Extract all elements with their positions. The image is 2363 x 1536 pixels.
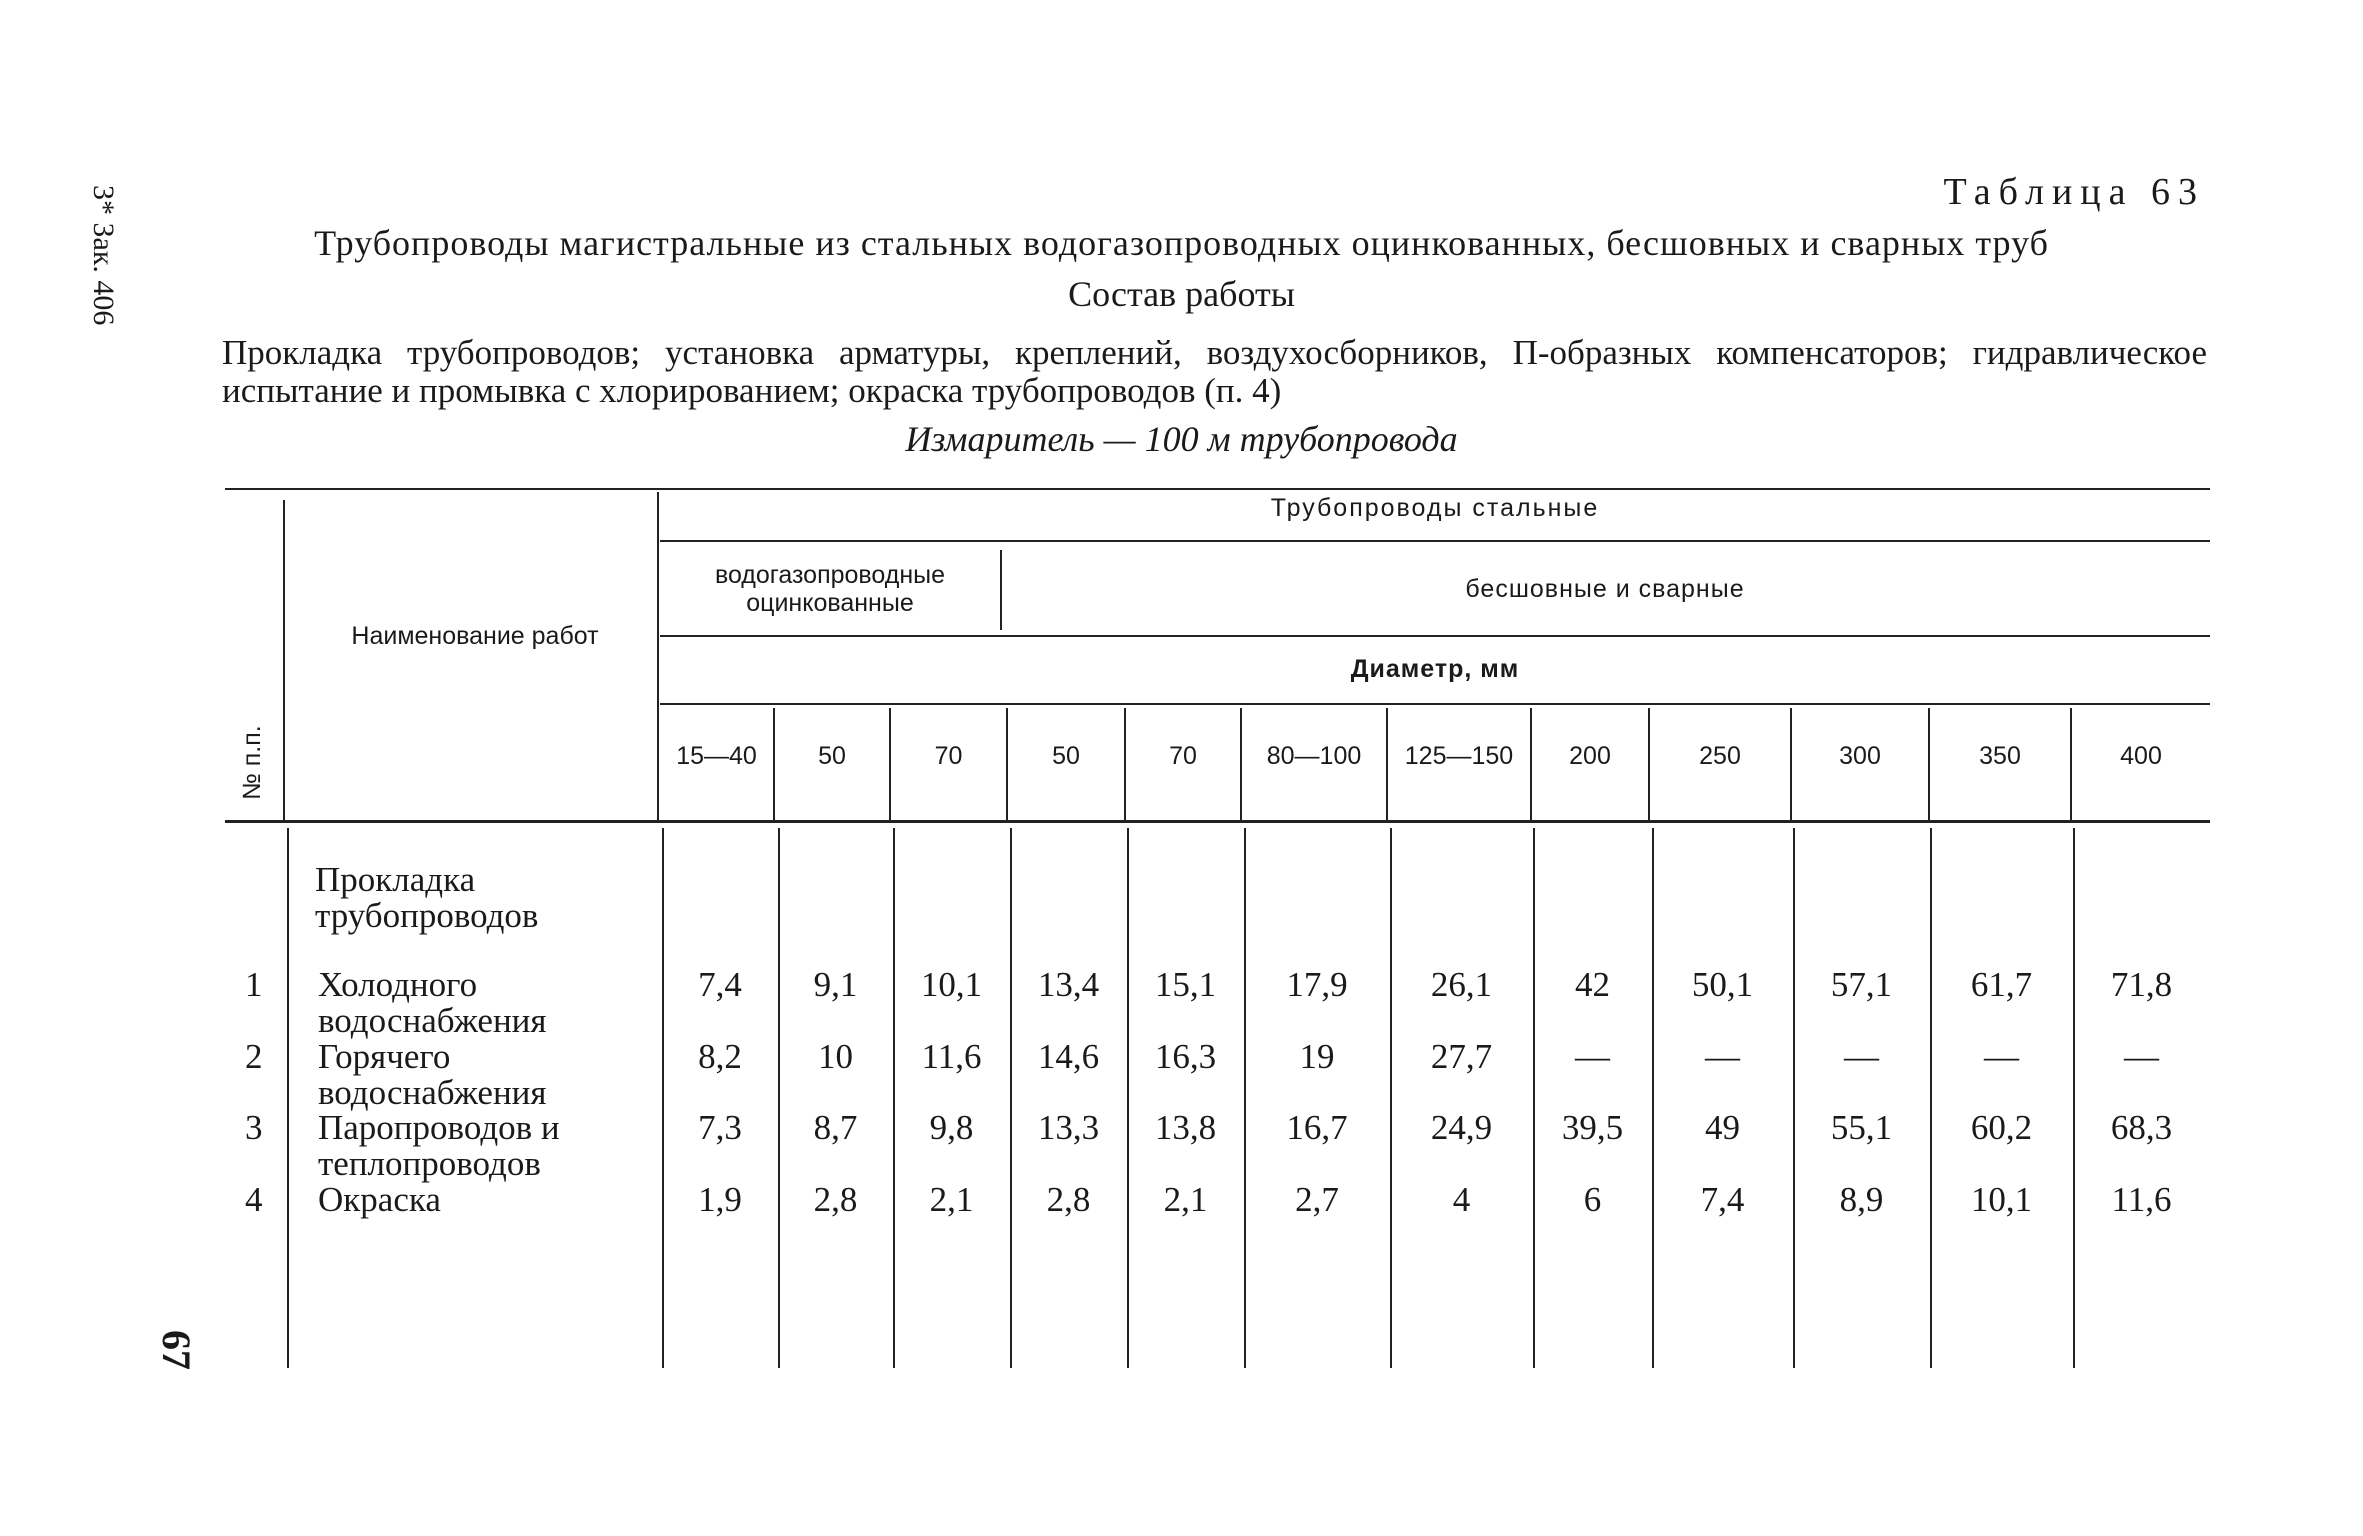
value-cell: 4: [1452, 1180, 1471, 1219]
value-cell: 57,1: [1830, 965, 1893, 1004]
column-header: 400: [2120, 742, 2162, 770]
column-header: 125—150: [1404, 742, 1514, 770]
value-cell: —: [1844, 1037, 1879, 1076]
value-cell: 24,9: [1430, 1108, 1493, 1147]
value-cell: 11,6: [921, 1037, 982, 1076]
value-cell: —: [2124, 1037, 2159, 1076]
value-cell: 10,1: [1970, 1180, 2033, 1219]
value-cell: 13,3: [1037, 1108, 1100, 1147]
table-label: Таблица 63: [1943, 171, 2205, 213]
header-diameter: Диаметр, мм: [1350, 655, 1520, 683]
value-cell: 19: [1299, 1037, 1335, 1076]
value-cell: 14,6: [1037, 1037, 1100, 1076]
value-cell: 9,1: [813, 965, 858, 1004]
value-cell: 11,6: [2111, 1180, 2172, 1219]
value-cell: 55,1: [1830, 1108, 1893, 1147]
header-group-b: бесшовные и сварные: [1465, 575, 1745, 603]
column-header: 300: [1839, 742, 1881, 770]
value-cell: 2,8: [1046, 1180, 1091, 1219]
value-cell: 27,7: [1430, 1037, 1493, 1076]
value-cell: 2,1: [929, 1180, 974, 1219]
row-number: 4: [245, 1180, 263, 1219]
value-cell: 15,1: [1154, 965, 1217, 1004]
value-cell: —: [1575, 1037, 1610, 1076]
column-header: 70: [934, 742, 963, 770]
section-title: Прокладка трубопроводов: [315, 860, 539, 935]
subtitle: Состав работы: [1068, 274, 1295, 314]
value-cell: 8,7: [813, 1108, 858, 1147]
table-title: Трубопроводы магистральные из стальных водогазопроводных оцинкованных, бесшовных и сварных труб: [314, 223, 2049, 263]
margin-note: 3* Зак. 406: [87, 185, 120, 326]
value-cell: 13,4: [1037, 965, 1100, 1004]
column-header: 50: [1052, 742, 1080, 770]
value-cell: 17,9: [1286, 965, 1348, 1004]
work-name: Паропроводов и теплопроводов: [318, 1108, 560, 1183]
value-cell: 9,8: [929, 1108, 974, 1147]
column-header: 350: [1979, 742, 2021, 770]
value-cell: 49: [1705, 1108, 1740, 1147]
header-name: Наименование работ: [351, 622, 599, 650]
value-cell: 39,5: [1561, 1108, 1624, 1147]
column-header: 50: [818, 742, 846, 770]
value-cell: 2,8: [813, 1180, 858, 1219]
measure-unit: Измаритель — 100 м трубопровода: [905, 419, 1458, 459]
value-cell: 8,2: [698, 1037, 742, 1076]
work-name: Холодного водоснабжения: [318, 965, 547, 1040]
header-npp: № п.п.: [238, 725, 266, 800]
value-cell: 16,7: [1286, 1108, 1348, 1147]
value-cell: 71,8: [2110, 965, 2173, 1004]
value-cell: 2,7: [1295, 1180, 1339, 1219]
value-cell: 7,4: [1700, 1180, 1745, 1219]
value-cell: 68,3: [2110, 1108, 2173, 1147]
column-header: 250: [1699, 742, 1741, 770]
value-cell: 7,3: [698, 1108, 742, 1147]
row-number: 3: [245, 1108, 263, 1147]
row-number: 1: [245, 965, 263, 1004]
value-cell: 42: [1575, 965, 1610, 1004]
value-cell: 16,3: [1154, 1037, 1217, 1076]
value-cell: 8,9: [1839, 1180, 1884, 1219]
value-cell: —: [1984, 1037, 2019, 1076]
column-header: 200: [1569, 742, 1611, 770]
page-number: 67: [154, 1330, 199, 1370]
value-cell: 6: [1583, 1180, 1602, 1219]
work-name: Горячего водоснабжения: [318, 1037, 547, 1112]
column-header: 70: [1169, 742, 1197, 770]
value-cell: 61,7: [1970, 965, 2033, 1004]
value-cell: 2,1: [1163, 1180, 1208, 1219]
work-description: Прокладка трубопроводов; установка арматуры, креплений, воздухосборников, П-образных компенсаторов; гидравлическое испытание и промывка с хлорированием; окраска трубопроводов (п. 4): [222, 333, 2207, 410]
row-number: 2: [245, 1037, 263, 1076]
column-header: 15—40: [676, 742, 757, 770]
value-cell: 10,1: [920, 965, 983, 1004]
work-name: Окраска: [318, 1180, 441, 1219]
value-cell: 26,1: [1430, 965, 1493, 1004]
value-cell: 50,1: [1691, 965, 1754, 1004]
value-cell: 1,9: [698, 1180, 742, 1219]
column-header: 80—100: [1266, 742, 1362, 770]
value-cell: 10: [818, 1037, 853, 1076]
value-cell: 60,2: [1970, 1108, 2033, 1147]
header-group-a: водогазопроводные оцинкованные: [714, 561, 946, 617]
header-group-top: Трубопроводы стальные: [1270, 494, 1600, 522]
value-cell: 7,4: [698, 965, 742, 1004]
value-cell: 13,8: [1154, 1108, 1217, 1147]
value-cell: —: [1705, 1037, 1740, 1076]
